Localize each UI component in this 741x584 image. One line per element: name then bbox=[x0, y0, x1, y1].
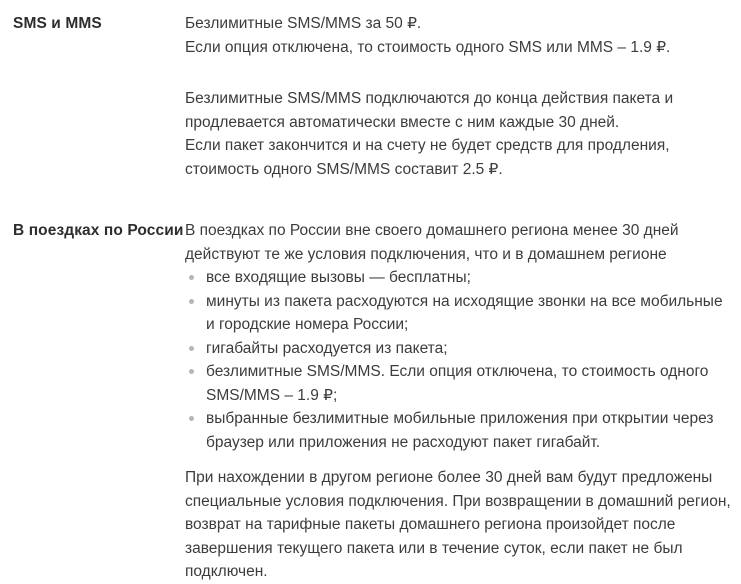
bullet-icon bbox=[189, 275, 194, 280]
paragraph-line: Если пакет закончится и на счету не будет средств для продления, стоимость одного SMS/MMS составит 2.5 ₽. bbox=[185, 137, 670, 178]
list-item bbox=[185, 266, 735, 290]
list-item-text: все входящие вызовы — бесплатны; bbox=[206, 269, 471, 286]
list-item bbox=[185, 290, 735, 337]
paragraph-sms-renewal bbox=[185, 87, 735, 181]
travel-outro-paragraph: При нахождении в другом регионе более 30 дней вам будут предложены специальные условия подключения. При возвращении в домашний регион, возврат на тарифные пакеты домашнего региона произойдет после завершения текущего пакета или в течение суток, если пакет не был подключен. bbox=[185, 469, 731, 580]
bullet-icon bbox=[189, 416, 194, 421]
bullet-icon bbox=[189, 369, 194, 374]
paragraph-line: Если опция отключена, то стоимость одного SMS или MMS – 1.9 ₽. bbox=[185, 38, 671, 56]
list-item-text: гигабайты расходуется из пакета; bbox=[206, 339, 448, 357]
section-travel-russia bbox=[13, 219, 735, 584]
paragraph-line: Безлимитные SMS/MMS подключаются до конца действия пакета и продлевается автоматически вместе с ним каждые 30 дней. bbox=[185, 90, 674, 131]
bullet-icon bbox=[189, 346, 194, 351]
paragraph-line: Безлимитные SMS/MMS за 50 ₽. bbox=[185, 15, 422, 32]
travel-intro-paragraph: В поездках по России вне своего домашнего региона менее 30 дней действуют те же условия подключения, что и в домашнем регионе bbox=[185, 222, 679, 263]
section-sms-mms bbox=[13, 12, 735, 181]
paragraph-sms-price bbox=[185, 12, 735, 59]
travel-conditions-list bbox=[185, 266, 735, 454]
list-item-text: минуты из пакета расходуются на исходящие звонки на все мобильные и городские номера России; bbox=[206, 292, 723, 333]
list-item bbox=[185, 337, 735, 361]
list-item-text: выбранные безлимитные мобильные приложения при открытии через браузер или приложения не расходуют пакет гигабайт. bbox=[206, 410, 714, 451]
section-body-sms-mms bbox=[185, 12, 735, 181]
list-item bbox=[185, 407, 735, 454]
section-body-travel-russia bbox=[185, 219, 735, 584]
section-label-travel-russia: В поездках по России bbox=[13, 222, 184, 239]
list-item bbox=[185, 360, 735, 407]
section-label-sms-mms: SMS и MMS bbox=[13, 15, 102, 32]
bullet-icon bbox=[189, 299, 194, 304]
list-item-text: безлимитные SMS/MMS. Если опция отключена, то стоимость одного SMS/MMS – 1.9 ₽; bbox=[206, 363, 709, 404]
